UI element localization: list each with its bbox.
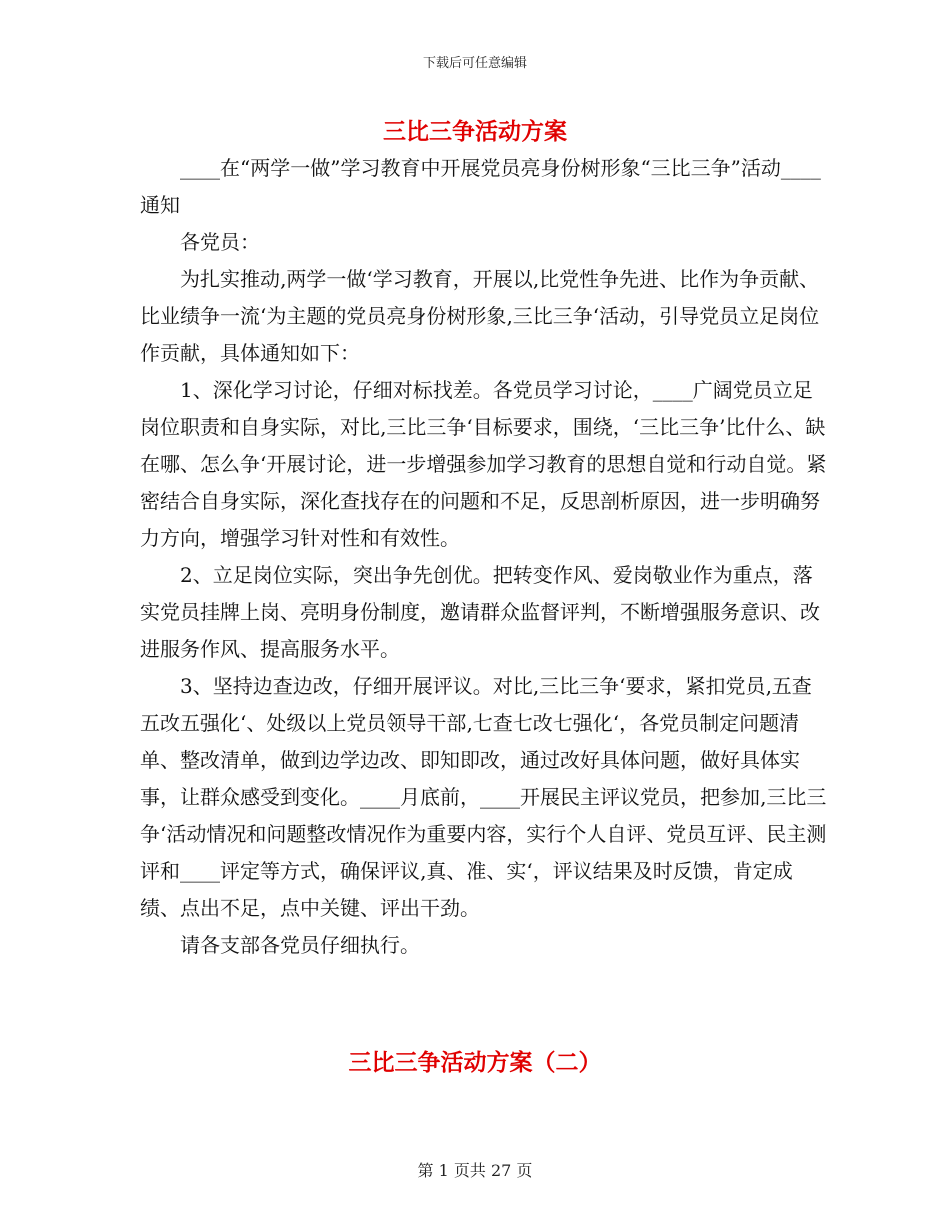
document-title: 三比三争活动方案 bbox=[383, 119, 567, 145]
paragraph-4: 3、坚持边查边改，仔细开展评议。对比‚三比三争‘要求，紧扣党员‚五查五改五强化‘、处级以上党员领导干部‚七查七改七强化‘，各党员制定问题清单、整改清单，做到边学边改、即知即改，通过改好具体问题，做好具体实事，让群众感受到变化。____月底前，____开展民主评议党员，把参加‚三比三争‘活动情况和问题整改情况作为重要内容，实行个人自评、党员互评、民主测评和____评定等方式，确保评议‚真、准、实‘，评议结果及时反馈，肯定成绩、点出不足，点中关键、评出干劲。 bbox=[140, 674, 827, 920]
paragraph-3: 2、立足岗位实际，突出争先创优。把转变作风、爱岗敬业作为重点，落实党员挂牌上岗、亮明身份制度，邀请群众监督评判，不断增强服务意识、改进服务作风、提高服务水平。 bbox=[140, 563, 820, 661]
paragraph-1: 为扎实推动‚两学一做‘学习教育，开展以‚比党性争先进、比作为争贡献、比业绩争一流‘为主题的党员亮身份树形象‚三比三争‘活动，引导党员立足岗位作贡献，具体通知如下： bbox=[140, 267, 820, 365]
page-footer: 第 1 页共 27 页 bbox=[417, 1161, 533, 1180]
document-body bbox=[140, 150, 830, 964]
header-note: 下载后可任意编辑 bbox=[422, 56, 527, 71]
section-title-2: 三比三争活动方案（二） bbox=[348, 1050, 602, 1076]
paragraph-2: 1、深化学习讨论，仔细对标找差。各党员学习讨论，____广阔党员立足岗位职责和自身实际，对比‚三比三争‘目标要求，围绕，‘三比三争’比什么、缺在哪、怎么争‘开展讨论，进一步增强参加学习教育的思想自觉和行动自觉。紧密结合自身实际，深化查找存在的问题和不足，反思剖析原因，进一步明确努力方向，增强学习针对性和有效性。 bbox=[140, 378, 827, 550]
salutation: 各党员： bbox=[180, 230, 260, 254]
intro-paragraph: ____在“两学一做”学习教育中开展党员亮身份树形象“三比三争”活动____通知 bbox=[140, 156, 821, 217]
closing-line: 请各支部各党员仔细执行。 bbox=[180, 933, 420, 957]
